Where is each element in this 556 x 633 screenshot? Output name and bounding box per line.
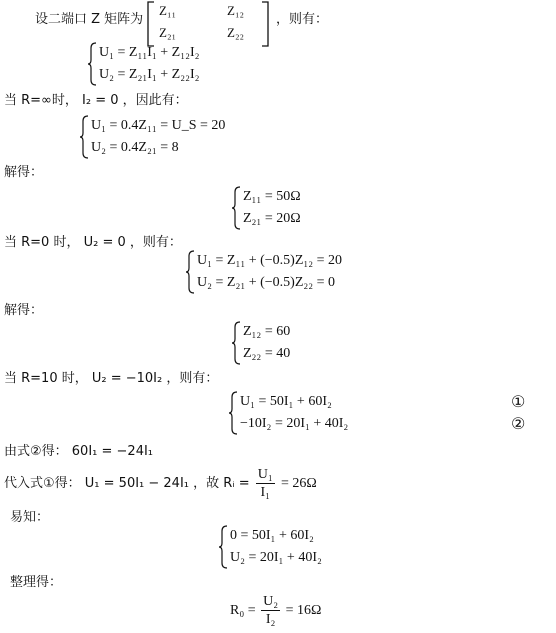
case-r-zero: 当 R=0 时， U₂ = 0 ，则有： bbox=[4, 235, 182, 250]
substitution-line bbox=[4, 466, 317, 502]
sys5-row-2: Z₂₂ = 40 bbox=[243, 346, 291, 361]
brace-icon bbox=[186, 250, 196, 294]
equation-number-1: ① bbox=[511, 394, 526, 411]
brace-icon bbox=[232, 321, 242, 365]
sys3-row-1: Z₁₁ = 50Ω bbox=[243, 189, 301, 204]
fraction-r0-denominator: I₂ bbox=[265, 612, 276, 628]
arrange-label: 整理得： bbox=[10, 575, 63, 590]
sys4-row-2: U₂ = Z₂₁ + (−0.5)Z₂₂ = 0 bbox=[197, 275, 336, 290]
sys6-row-2: −10I₂ = 20I₁ + 40I₂ bbox=[240, 416, 349, 431]
fraction-r0 bbox=[261, 593, 280, 628]
final-prefix: R₀ = bbox=[230, 603, 256, 618]
fraction-ri bbox=[256, 466, 275, 501]
sys5-row-1: Z₁₂ = 60 bbox=[243, 324, 291, 339]
solve-label-1: 解得： bbox=[4, 165, 44, 180]
sys7-row-1: 0 = 50I₁ + 60I₂ bbox=[230, 528, 314, 543]
matrix-z11: Z₁₁ bbox=[159, 3, 177, 18]
sys2-row-1: U₁ = 0.4Z₁₁ = U_S = 20 bbox=[91, 118, 226, 133]
fraction-ri-numerator: U₁ bbox=[257, 467, 273, 482]
substitution-suffix: = 26Ω bbox=[280, 476, 317, 491]
matrix-z21: Z₂₁ bbox=[159, 25, 177, 40]
substitution-prefix: 代入式①得： U₁ = 50I₁ − 24I₁ ，故 Rᵢ = bbox=[4, 476, 250, 491]
brace-icon bbox=[88, 42, 98, 86]
fraction-r0-numerator: U₂ bbox=[263, 594, 279, 610]
matrix-z12: Z₁₂ bbox=[227, 3, 245, 18]
fraction-ri-denominator: I₁ bbox=[260, 485, 271, 500]
sys1-row-1: U₁ = Z₁₁I₁ + Z₁₂I₂ bbox=[99, 45, 200, 60]
sys3-row-2: Z₂₁ = 20Ω bbox=[243, 211, 301, 226]
z-matrix bbox=[145, 0, 271, 48]
equation-number-2: ② bbox=[511, 416, 526, 433]
sys4-row-1: U₁ = Z₁₁ + (−0.5)Z₁₂ = 20 bbox=[197, 253, 343, 268]
brace-icon bbox=[80, 115, 90, 159]
case-r-infinity: 当 R=∞时， I₂ = 0 ，因此有： bbox=[4, 93, 188, 108]
from-equation-2: 由式②得： 60I₁ = −24I₁ bbox=[4, 444, 154, 459]
easy-to-know: 易知： bbox=[10, 510, 50, 525]
sys6-row-1: U₁ = 50I₁ + 60I₂ bbox=[240, 394, 332, 409]
case-r-ten: 当 R=10 时， U₂ = −10I₂ ，则有： bbox=[4, 371, 219, 386]
sys2-row-2: U₂ = 0.4Z₂₁ = 8 bbox=[91, 140, 179, 155]
solve-label-2: 解得： bbox=[4, 303, 44, 318]
intro-line-suffix: ，则有： bbox=[276, 12, 329, 27]
sys1-row-2: U₂ = Z₂₁I₁ + Z₂₂I₂ bbox=[99, 67, 200, 82]
final-suffix: = 16Ω bbox=[285, 603, 322, 618]
matrix-z22: Z₂₂ bbox=[227, 25, 245, 40]
brace-icon bbox=[232, 186, 242, 230]
brace-icon bbox=[229, 391, 239, 435]
brace-icon bbox=[219, 525, 229, 569]
sys7-row-2: U₂ = 20I₁ + 40I₂ bbox=[230, 550, 322, 565]
final-result bbox=[230, 592, 321, 630]
intro-line-prefix: 设二端口 Z 矩阵为 bbox=[35, 12, 144, 27]
